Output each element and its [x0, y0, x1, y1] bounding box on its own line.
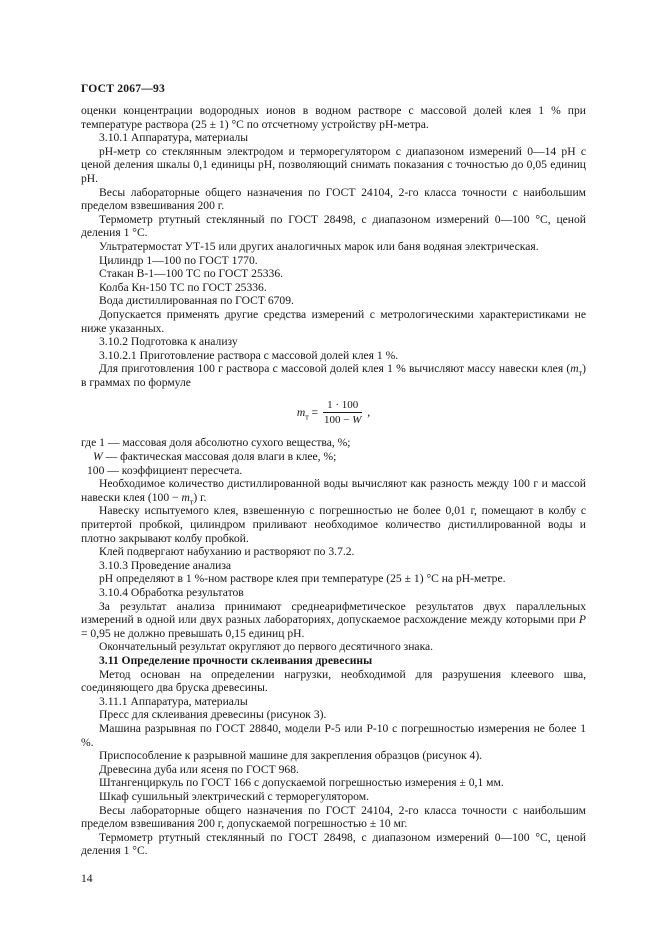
- paragraph: Окончательный результат округляют до первого десятичного знака.: [99, 640, 434, 654]
- paragraph: Навеску испытуемого клея, взвешенную с погрешностью не более 0,01 г, помещают в колбу с притертой пробкой, цилиндром приливают необходимое количество дистиллированной воды и плотно закрывают колбу пробкой.: [81, 504, 586, 545]
- formula: [81, 399, 586, 426]
- paragraph: Древесина дуба или ясеня по ГОСТ 968.: [99, 762, 299, 776]
- paragraph: Штангенциркуль по ГОСТ 166 с допускаемой погрешностью измерения ± 0,1 мм.: [99, 776, 504, 790]
- paragraph: Машина разрывная по ГОСТ 28840, модели Р-5 или Р-10 с погрешностью измерения не более 1 %.: [81, 721, 586, 749]
- page-body: [81, 104, 586, 858]
- paragraph: 3.10.2.1 Приготовление раствора с массовой долей клея 1 %.: [99, 348, 399, 362]
- paragraph: Термометр ртутный стеклянный по ГОСТ 28498, с диапазоном измерений 0—100 °С, ценой деления 1 °С.: [81, 830, 586, 858]
- formula-lhs: $m_т$ =: [296, 405, 322, 422]
- paragraph: Пресс для склеивания древесины (рисунок 3).: [99, 708, 327, 722]
- page-number: 14: [81, 872, 93, 885]
- text-column: [81, 82, 586, 858]
- paragraph: Необходимое количество дистиллированной воды вычисляют как разность между 100 г и массой навески клея $(100 - m_т)$ г.: [81, 477, 586, 507]
- paragraph: 3.11.1 Аппаратура, материалы: [99, 694, 248, 708]
- paragraph: Цилиндр 1—100 по ГОСТ 1770.: [99, 253, 258, 267]
- paragraph: За результат анализа принимают среднеарифметическое результатов двух параллельных измерений в одной или двух разных лабораториях, допускаемое расхождение между которыми при Р = 0,95 не должно превышать 0,15 единиц рН.: [81, 599, 586, 640]
- paragraph: Шкаф сушильный электрический с терморегулятором.: [99, 789, 369, 803]
- paragraph: Вода дистиллированная по ГОСТ 6709.: [99, 294, 294, 308]
- paragraph: Для приготовления 100 г раствора с массовой долей клея 1 % вычисляют массу навески клея $(m_т)$ в граммах по формуле: [81, 362, 586, 389]
- paragraph: Клей подвергают набуханию и растворяют по 3.7.2.: [99, 545, 355, 559]
- formula-trailing: ,: [364, 405, 371, 419]
- formula-fraction: $\frac{1 \cdot 100}{100 - W}$: [324, 399, 362, 427]
- paragraph: Колба Кн-150 ТС по ГОСТ 25336.: [99, 280, 267, 294]
- paragraph: W — фактическая массовая доля влаги в клее, %;: [93, 450, 337, 464]
- paragraph: Допускается применять другие средства измерений с метрологическими характеристиками не ниже указанных.: [81, 307, 586, 335]
- paragraph: рН определяют в 1 %-ном растворе клея при температуре (25 ± 1) °С на рН-метре.: [99, 572, 506, 586]
- paragraph: где 1 — массовая доля абсолютно сухого вещества, %;: [81, 436, 351, 450]
- paragraph: Весы лабораторные общего назначения по ГОСТ 24104, 2-го класса точности с наибольшим пределом взвешивания 200 г, допускаемой погрешностью ± 10 мг.: [81, 803, 586, 831]
- paragraph: 3.10.2 Подготовка к анализу: [99, 335, 238, 349]
- paragraph: 100 — коэффициент пересчета.: [87, 463, 243, 477]
- paragraph: Весы лабораторные общего назначения по ГОСТ 24104, 2-го класса точности с наибольшим пределом взвешивания 200 г.: [81, 185, 586, 213]
- paragraph: Метод основан на определении нагрузки, необходимой для разрушения клеевого шва, соединяющего два бруска древесины.: [81, 667, 586, 695]
- paragraph: рН-метр со стеклянным электродом и терморегулятором с диапазоном измерений 0—14 рН с ценой деления шкалы 0,1 единицы рН, позволяющий снимать показания с точностью до 0,05 единиц рН.: [81, 144, 586, 185]
- paragraph: оценки концентрации водородных ионов в водном растворе с массовой долей клея 1 % при температуре раствора (25 ± 1) °С по отсчетному устройству рН-метра.: [81, 104, 586, 131]
- paragraph: Приспособление к разрывной машине для закрепления образцов (рисунок 4).: [99, 749, 483, 763]
- paragraph: Стакан В-1—100 ТС по ГОСТ 25336.: [99, 267, 284, 281]
- paragraph: 3.10.3 Проведение анализа: [99, 558, 232, 572]
- paragraph: 3.10.4 Обработка результатов: [99, 586, 244, 599]
- section-heading: 3.11 Определение прочности склеивания древесины: [99, 653, 373, 667]
- paragraph: Термометр ртутный стеклянный по ГОСТ 28498, с диапазоном измерений 0—100 °С, ценой деления 1 °С.: [81, 212, 586, 240]
- document-header: ГОСТ 2067—93: [81, 82, 166, 95]
- paragraph: Ультратермостат УТ-15 или других аналогичных марок или баня водяная электрическая.: [99, 239, 539, 253]
- paragraph: 3.10.1 Аппаратура, материалы: [99, 131, 249, 145]
